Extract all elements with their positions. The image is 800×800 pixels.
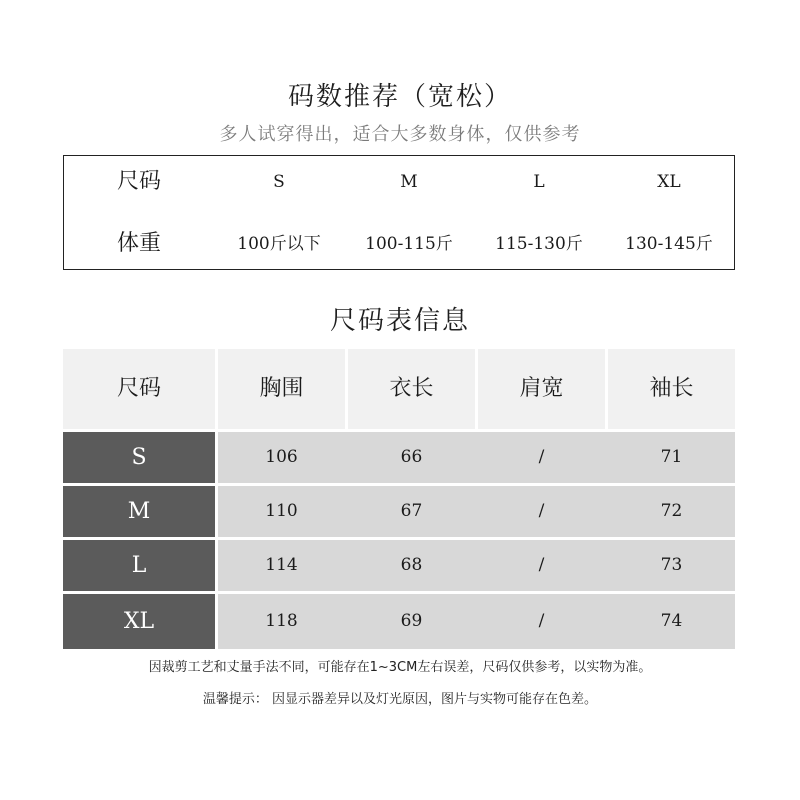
sleeve-s: 71	[660, 447, 683, 467]
size-table	[63, 349, 735, 649]
rec-weight-m: 100-115斤	[365, 234, 453, 254]
chest-s: 106	[265, 447, 298, 467]
row-size-s: S	[63, 432, 215, 483]
shoulder-xl: /	[538, 611, 545, 631]
recommendation-title: 码数推荐（宽松）	[287, 82, 512, 112]
weight-row	[64, 224, 734, 264]
rec-size-xl: XL	[657, 172, 681, 192]
header-length: 衣长	[348, 349, 475, 429]
weight-label: 体重	[116, 231, 161, 256]
header-size: 尺码	[63, 349, 215, 429]
length-s: 66	[400, 447, 423, 467]
size-table-title: 尺码表信息	[329, 306, 470, 336]
length-l: 68	[400, 555, 423, 575]
rec-weight-xl: 130-145斤	[625, 234, 713, 254]
length-m: 67	[400, 501, 423, 521]
shoulder-l: /	[538, 555, 545, 575]
header-chest: 胸围	[218, 349, 345, 429]
size-recommendation-box	[63, 155, 735, 270]
length-xl: 69	[400, 611, 423, 631]
header-sleeve: 袖长	[608, 349, 735, 429]
size-label: 尺码	[116, 169, 161, 194]
sleeve-xl: 74	[660, 611, 683, 631]
header-shoulder: 肩宽	[478, 349, 605, 429]
rec-size-s: S	[273, 172, 285, 192]
size-row	[64, 162, 734, 202]
shoulder-m: /	[538, 501, 545, 521]
row-size-l: L	[63, 540, 215, 591]
chest-m: 110	[265, 501, 298, 521]
row-size-xl: XL	[63, 594, 215, 649]
measurement-note: 因裁剪工艺和丈量手法不同，可能存在1~3CM左右误差，尺码仅供参考，以实物为准。	[148, 660, 652, 675]
rec-weight-l: 115-130斤	[495, 234, 583, 254]
shoulder-s: /	[538, 447, 545, 467]
rec-size-l: L	[533, 172, 545, 192]
recommendation-subtitle: 多人试穿得出，适合大多数身体，仅供参考	[219, 124, 581, 145]
rec-weight-s: 100斤以下	[237, 234, 321, 254]
color-note: 温馨提示： 因显示器差异以及灯光原因，图片与实物可能存在色差。	[202, 692, 598, 707]
rec-size-m: M	[400, 172, 418, 192]
sleeve-l: 73	[660, 555, 683, 575]
row-size-m: M	[63, 486, 215, 537]
chest-xl: 118	[265, 611, 298, 631]
sleeve-m: 72	[660, 501, 683, 521]
chest-l: 114	[265, 555, 298, 575]
